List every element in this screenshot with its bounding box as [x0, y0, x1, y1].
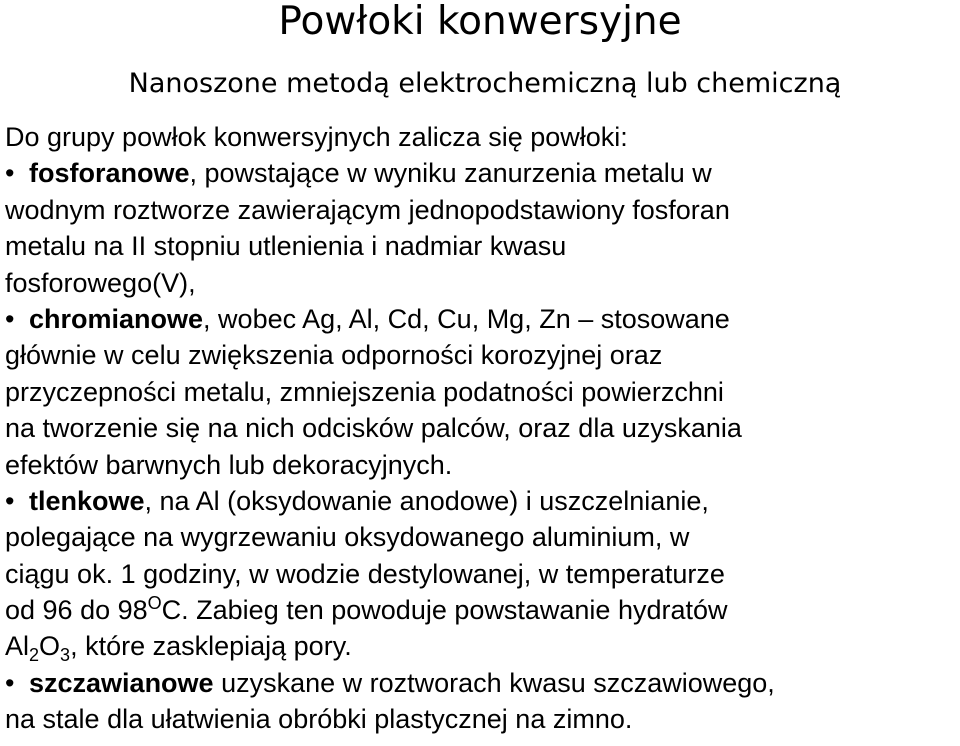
item-text: , które zasklepiają pory. [70, 631, 352, 662]
item-text: fosforowego(V), [5, 267, 196, 298]
bullet-marker: • [5, 485, 15, 516]
bullet-item-tlenkowe [5, 483, 957, 519]
bullet-item-fosforanowe [5, 155, 957, 191]
item-text: na stale dla ułatwienia obróbki plastycznej na zimno. [5, 704, 633, 735]
formula-subscript: 2 [29, 645, 40, 666]
item-text-temperature [5, 592, 957, 628]
temperature-range: od 96 do 98 [5, 595, 148, 626]
slide-body [5, 119, 957, 738]
bullet-marker: • [5, 303, 15, 334]
bullet-item-chromianowe [5, 301, 957, 337]
item-text: , na Al (oksydowanie anodowe) i uszczelnianie, [144, 485, 709, 516]
term-fosforanowe: fosforanowe [29, 158, 190, 189]
item-text: , powstające w wyniku zanurzenia metalu w [189, 158, 712, 189]
term-chromianowe: chromianowe [29, 303, 204, 334]
formula-subscript: 3 [60, 645, 71, 666]
item-text: C. Zabieg ten powoduje powstawanie hydratów [161, 595, 728, 626]
item-text: wodnym roztworze zawierającym jednopodstawiony fosforan [5, 194, 730, 225]
item-text: metalu na II stopniu utlenienia i nadmiar kwasu [5, 231, 567, 262]
item-text: efektów barwnych lub dekoracyjnych. [5, 449, 453, 480]
item-text: na tworzenie się na nich odcisków palców, oraz dla uzyskania [5, 413, 742, 444]
item-text-formula [5, 628, 957, 664]
item-text: , wobec Ag, Al, Cd, Cu, Mg, Zn – stosowane [203, 303, 730, 334]
bullet-item-szczawianowe [5, 665, 957, 701]
formula-o: O [39, 631, 61, 662]
slide-subtitle: Nanoszone metodą elektrochemiczną lub chemiczną [128, 68, 842, 99]
item-text: ciągu ok. 1 godziny, w wodzie destylowanej, w temperaturze [5, 558, 725, 589]
item-text: przyczepności metalu, zmniejszenia podatności powierzchni [5, 376, 724, 407]
degree-symbol: O [147, 593, 162, 614]
slide-title: Powłoki konwersyjne [278, 0, 682, 44]
item-text: polegające na wygrzewaniu oksydowanego aluminium, w [5, 522, 690, 553]
item-text: uzyskane w roztworach kwasu szczawiowego, [213, 667, 775, 698]
term-szczawianowe: szczawianowe [29, 667, 214, 698]
item-text: głównie w celu zwiększenia odporności korozyjnej oraz [5, 340, 663, 371]
term-tlenkowe: tlenkowe [29, 485, 145, 516]
bullet-marker: • [5, 158, 15, 189]
formula-al: Al [5, 631, 30, 662]
bullet-marker: • [5, 667, 15, 698]
intro-line: Do grupy powłok konwersyjnych zalicza się powłoki: [5, 122, 628, 152]
